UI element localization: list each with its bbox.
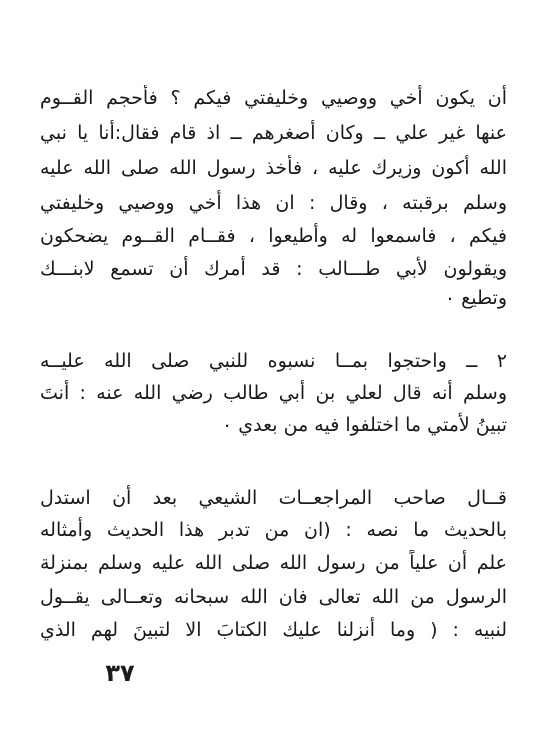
paragraph-1-line-3: الله أكون وزيرك عليه ، فأخذ رسول الله صلى الله عليه <box>40 157 507 179</box>
page-number: ٣٧ <box>105 659 135 687</box>
paragraph-3-line-5: لنبيه : ( وما أنزلنا عليك الكتابَ الا لتبينَ لهم الذي <box>40 619 507 641</box>
paragraph-1-line-4: وسلم برقبته ، وقال : ان هذا أخي ووصيي وخليفتي <box>40 192 507 214</box>
paragraph-1-line-6: ويقولون لأبي طـــالب : قد أمرك أن تسمع لابنـــك <box>40 258 507 280</box>
paragraph-2-line-1: ٢ ــ واحتجوا بمــا نسبوه للنبي صلى الله عليــه <box>40 350 507 372</box>
paragraph-1-line-1: أن يكون أخي ووصيي وخليفتي فيكم ؟ فأحجم القــوم <box>40 87 507 109</box>
paragraph-2-line-3: تبينُ لأمتي ما اختلفوا فيه من بعدي ٠ <box>222 414 507 436</box>
paragraph-1-line-5: فيكم ، فاسمعوا له وأطيعوا ، فقــام القــوم يضحكون <box>40 225 507 247</box>
paragraph-3-line-3: علم أن علياً من رسول الله صلى الله عليه وسلم بمنزلة <box>40 552 507 574</box>
paragraph-2-line-2: وسلم أنه قال لعلي بن أبي طالب رضي الله عنه : أنتَ <box>40 382 507 404</box>
paragraph-1-line-7: وتطيع ٠ <box>444 287 507 309</box>
paragraph-3-line-1: قــال صاحب المراجعــات الشيعي بعد أن استدل <box>40 487 507 509</box>
paragraph-3-line-2: بالحديث ما نصه : (ان من تدبر هذا الحديث وأمثاله <box>40 519 507 541</box>
paragraph-3-line-4: الرسول من الله تعالى فان الله سبحانه وتعــالى يقــول <box>40 586 507 608</box>
paragraph-1-line-2: عنها غير علي ــ وكان أصغرهم ــ اذ قام فقال:أنا يا نبي <box>40 122 507 144</box>
